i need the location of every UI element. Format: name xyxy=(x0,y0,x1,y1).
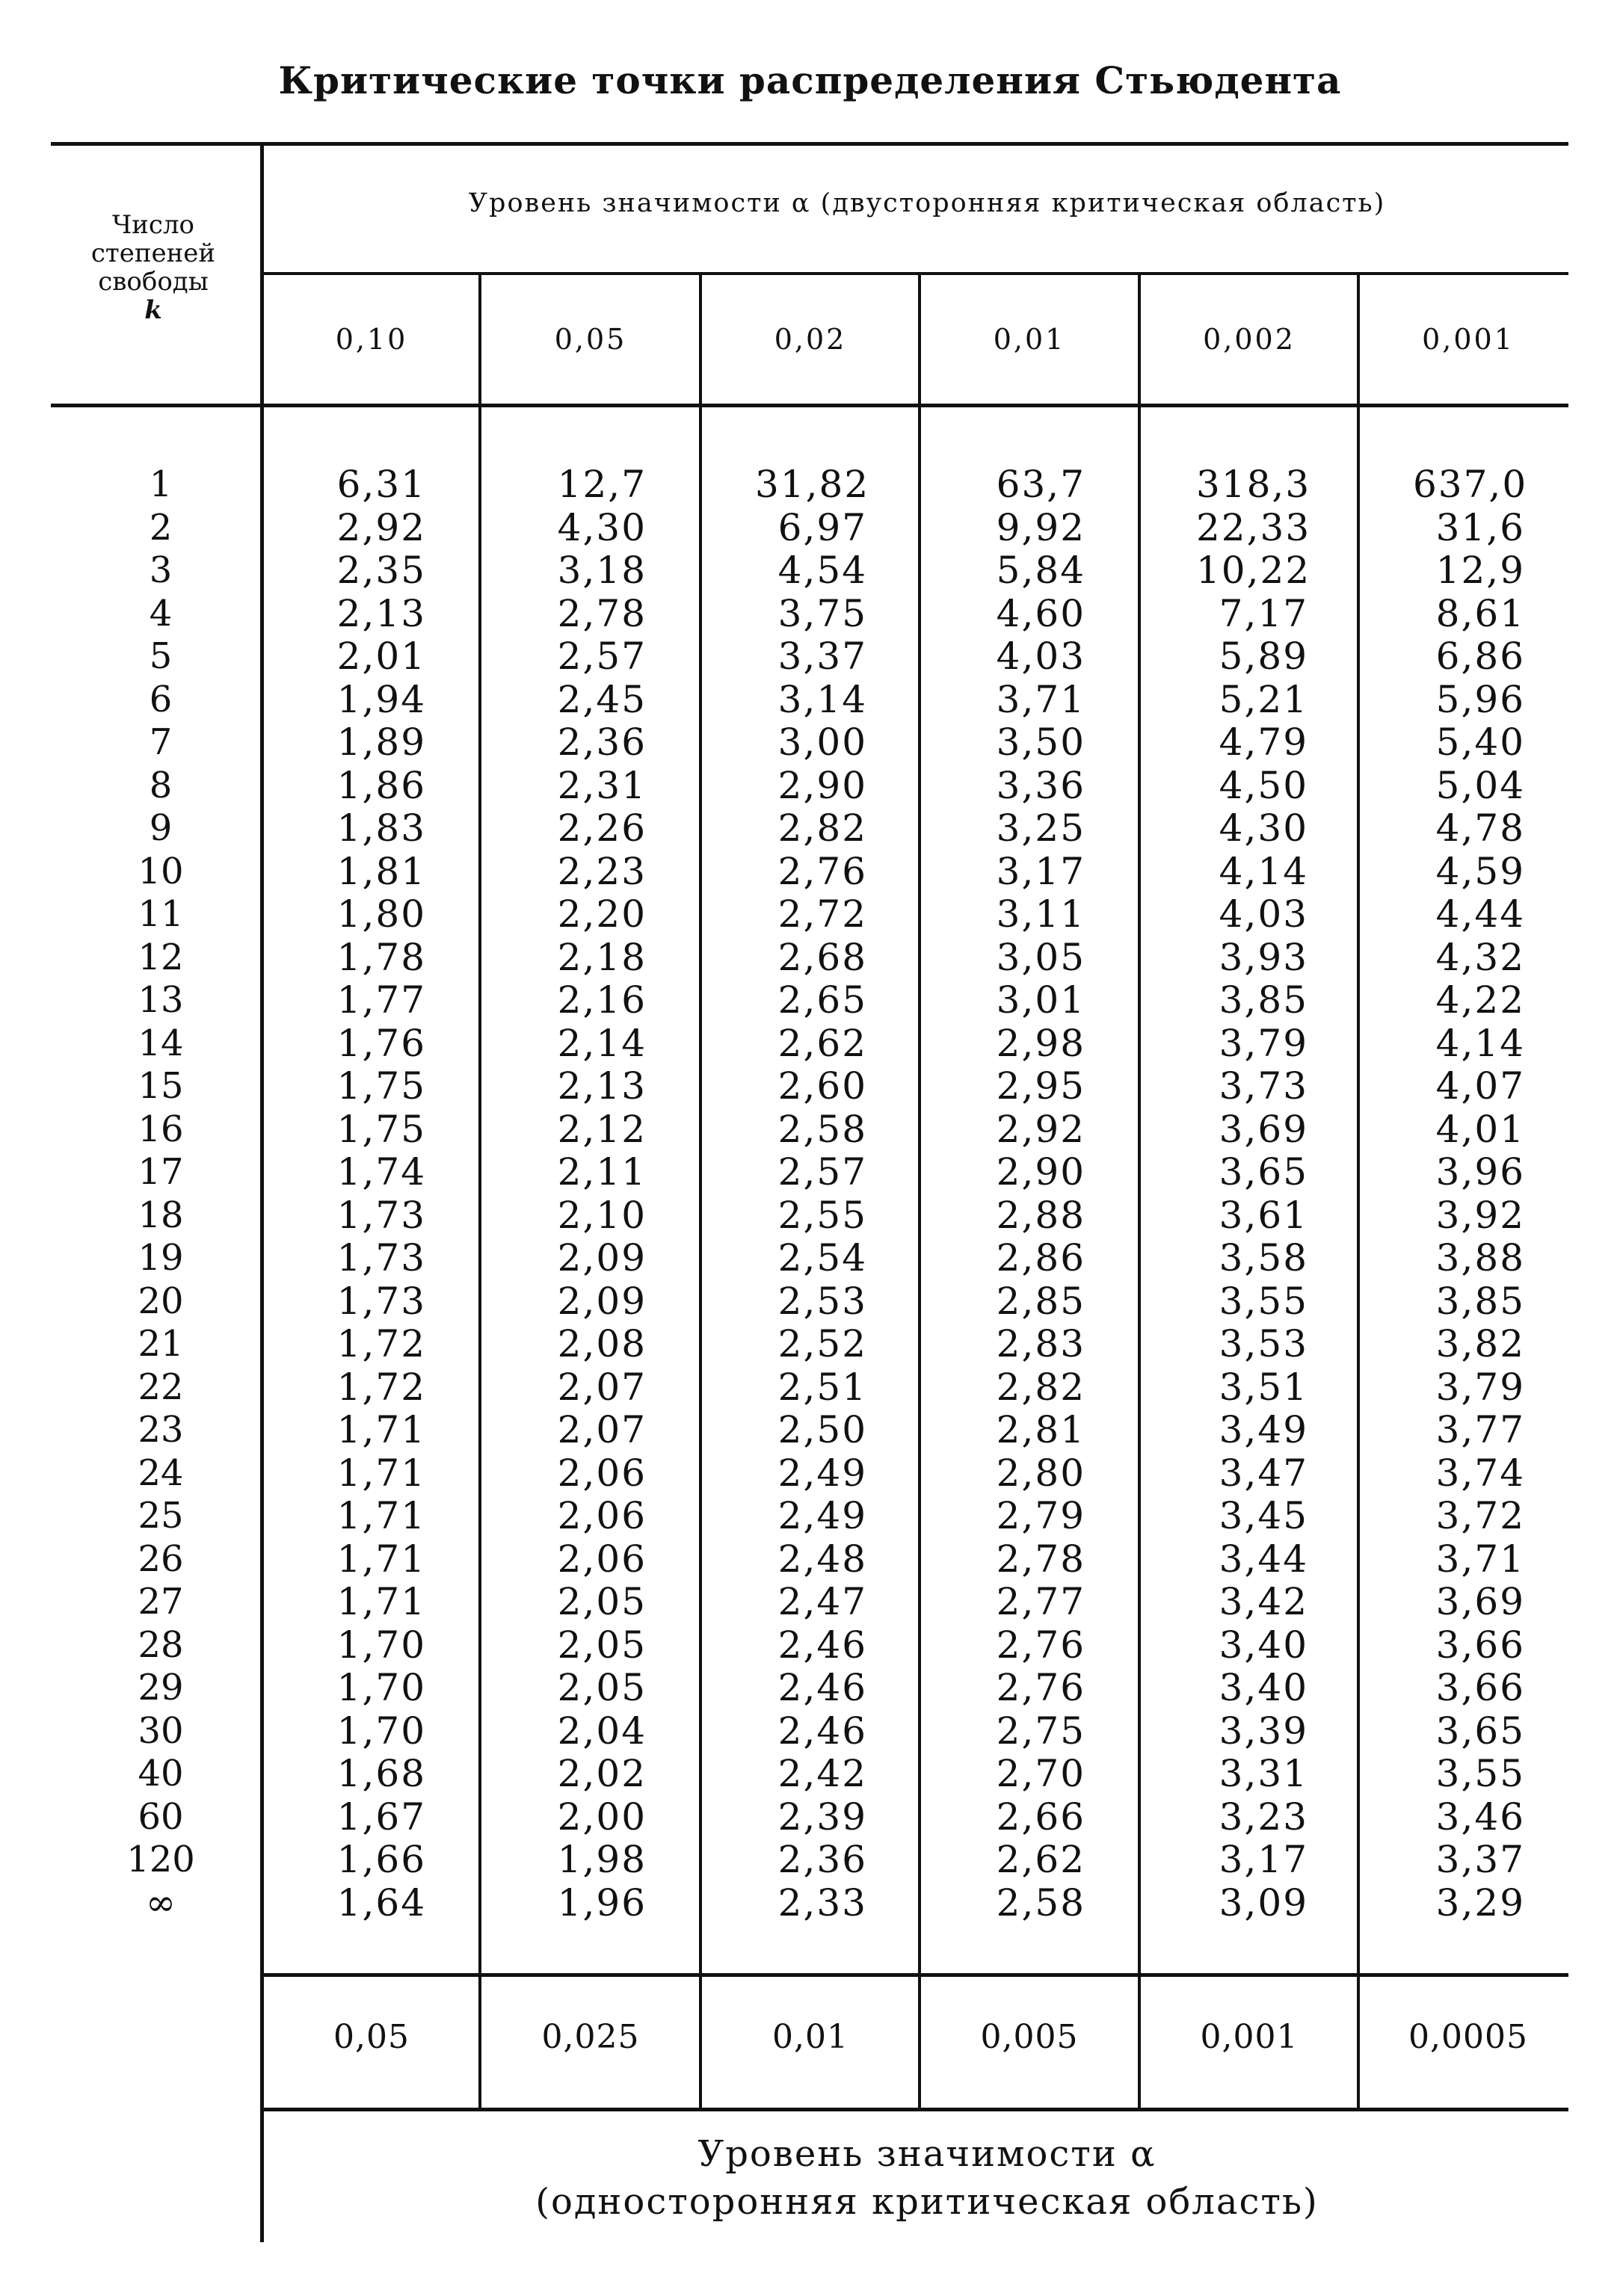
table-cell: 1,83 xyxy=(336,806,426,850)
table-cell: 4,22 xyxy=(1435,978,1525,1022)
table-cell: 1,77 xyxy=(336,978,426,1022)
table-cell: 2,75 xyxy=(996,1709,1085,1753)
table-cell: 2,07 xyxy=(557,1408,647,1451)
table-cell: 1,72 xyxy=(336,1365,426,1409)
table-cell: 2,77 xyxy=(996,1580,1085,1623)
table-cell: 2,31 xyxy=(557,763,647,807)
k-value: 22 xyxy=(138,1365,184,1408)
table-cell: 2,60 xyxy=(777,1064,867,1108)
table-cell: 2,13 xyxy=(557,1064,647,1108)
values-column-0-02 xyxy=(755,463,870,1925)
table-cell: 3,96 xyxy=(1435,1150,1525,1194)
table-cell: 1,81 xyxy=(336,849,426,893)
k-value: 16 xyxy=(138,1108,184,1150)
table-cell: 2,78 xyxy=(996,1537,1085,1581)
table-cell: 2,00 xyxy=(557,1794,647,1839)
table-cell: 3,71 xyxy=(1435,1537,1525,1581)
footer-mid-rule xyxy=(263,2108,1568,2111)
table-cell: 3,42 xyxy=(1219,1580,1308,1623)
k-value: ∞ xyxy=(146,1881,176,1924)
table-cell: 7,17 xyxy=(1219,591,1308,635)
one-sided-level: 0,01 xyxy=(772,2018,849,2056)
table-cell: 2,54 xyxy=(777,1236,867,1280)
table-cell: 1,98 xyxy=(557,1838,647,1881)
table-cell: 318,3 xyxy=(1196,463,1311,506)
table-cell: 3,88 xyxy=(1435,1236,1525,1280)
table-cell: 3,66 xyxy=(1435,1666,1525,1709)
table-cell: 8,61 xyxy=(1435,591,1525,635)
table-cell: 2,72 xyxy=(777,892,867,936)
one-sided-level: 0,001 xyxy=(1200,2018,1299,2056)
table-cell: 4,30 xyxy=(557,505,647,549)
k-value: 24 xyxy=(138,1451,184,1494)
values-column-0-001 xyxy=(1413,463,1528,1925)
table-cell: 3,92 xyxy=(1435,1193,1525,1237)
k-value: 15 xyxy=(138,1065,184,1107)
table-cell: 3,55 xyxy=(1219,1279,1308,1323)
table-cell: 2,65 xyxy=(777,978,867,1022)
k-value: 6 xyxy=(149,678,173,720)
k-value: 40 xyxy=(138,1753,184,1794)
table-cell: 1,73 xyxy=(336,1236,426,1280)
k-value: 28 xyxy=(138,1623,184,1666)
table-cell: 2,79 xyxy=(996,1494,1085,1537)
table-cell: 6,31 xyxy=(336,463,426,506)
table-cell: 12,9 xyxy=(1435,549,1525,592)
table-cell: 2,49 xyxy=(777,1451,867,1495)
table-cell: 3,66 xyxy=(1435,1623,1525,1667)
k-value: 29 xyxy=(138,1667,184,1709)
table-cell: 1,71 xyxy=(336,1580,426,1623)
table-cell: 3,00 xyxy=(777,720,867,764)
one-sided-caption-line: (односторонняя критическая область) xyxy=(535,2181,1319,2223)
table-cell: 2,47 xyxy=(777,1580,867,1623)
table-cell: 3,18 xyxy=(557,549,647,592)
table-cell: 4,78 xyxy=(1435,806,1525,850)
table-cell: 1,73 xyxy=(336,1193,426,1237)
table-cell: 1,70 xyxy=(336,1709,426,1753)
table-cell: 3,37 xyxy=(1435,1838,1525,1881)
values-column-0-10 xyxy=(314,463,426,1925)
table-cell: 5,89 xyxy=(1219,635,1308,678)
table-cell: 2,85 xyxy=(996,1279,1085,1323)
table-cell: 3,85 xyxy=(1219,978,1308,1022)
table-cell: 2,46 xyxy=(777,1623,867,1667)
table-cell: 2,14 xyxy=(557,1021,647,1065)
table-cell: 2,66 xyxy=(996,1794,1085,1839)
page-title: Критические точки распределения Стьюдента xyxy=(278,58,1342,102)
table-cell: 3,77 xyxy=(1435,1408,1525,1451)
table-cell: 3,79 xyxy=(1435,1365,1525,1409)
table-cell: 1,75 xyxy=(336,1064,426,1108)
table-cell: 3,25 xyxy=(996,806,1085,850)
table-cell: 5,40 xyxy=(1435,720,1525,764)
k-symbol: k xyxy=(144,295,162,325)
table-cell: 2,58 xyxy=(996,1880,1085,1925)
column-divider-5 xyxy=(1357,407,1360,1973)
table-cell: 3,61 xyxy=(1219,1193,1308,1237)
table-cell: 2,06 xyxy=(557,1537,647,1581)
table-cell: 3,17 xyxy=(1219,1838,1308,1881)
table-cell: 3,69 xyxy=(1219,1107,1308,1151)
k-value: 21 xyxy=(138,1323,184,1365)
table-cell: 5,04 xyxy=(1435,763,1525,807)
table-cell: 1,86 xyxy=(336,763,426,807)
table-cell: 3,93 xyxy=(1219,935,1308,979)
table-cell: 6,86 xyxy=(1435,635,1525,678)
table-cell: 2,62 xyxy=(996,1838,1085,1881)
table-cell: 2,09 xyxy=(557,1279,647,1323)
table-cell: 3,72 xyxy=(1435,1494,1525,1537)
table-cell: 4,01 xyxy=(1435,1107,1525,1151)
footer-top-rule xyxy=(263,1973,1568,1977)
table-cell: 1,80 xyxy=(336,892,426,936)
table-cell: 2,76 xyxy=(777,849,867,893)
table-cell: 4,60 xyxy=(996,591,1085,635)
table-cell: 6,97 xyxy=(777,505,867,549)
table-cell: 2,36 xyxy=(557,720,647,764)
table-cell: 2,02 xyxy=(557,1752,647,1795)
table-cell: 3,73 xyxy=(1219,1064,1308,1108)
k-value: 18 xyxy=(138,1194,184,1236)
table-cell: 2,53 xyxy=(777,1279,867,1323)
table-cell: 3,47 xyxy=(1219,1451,1308,1495)
table-cell: 2,09 xyxy=(557,1236,647,1280)
table-cell: 2,07 xyxy=(557,1365,647,1409)
table-cell: 3,79 xyxy=(1219,1021,1308,1065)
table-cell: 2,51 xyxy=(777,1365,867,1409)
table-cell: 3,74 xyxy=(1435,1451,1525,1495)
table-cell: 3,65 xyxy=(1219,1150,1308,1194)
two-sided-caption: Уровень значимости α (двусторонняя критическая область) xyxy=(468,188,1386,218)
one-sided-level: 0,0005 xyxy=(1408,2018,1528,2056)
table-cell: 2,82 xyxy=(996,1365,1085,1409)
k-value: 2 xyxy=(149,506,173,549)
table-cell: 1,71 xyxy=(336,1494,426,1537)
k-value: 60 xyxy=(138,1795,184,1838)
table-cell: 2,76 xyxy=(996,1623,1085,1667)
table-cell: 3,36 xyxy=(996,763,1085,807)
table-cell: 4,03 xyxy=(1219,892,1308,936)
table-cell: 3,46 xyxy=(1435,1794,1525,1839)
table-cell: 1,73 xyxy=(336,1279,426,1323)
k-header-line: степеней xyxy=(90,238,216,268)
table-cell: 2,10 xyxy=(557,1193,647,1237)
table-cell: 4,50 xyxy=(1219,763,1308,807)
table-cell: 1,74 xyxy=(336,1150,426,1194)
table-cell: 2,46 xyxy=(777,1709,867,1753)
table-cell: 9,92 xyxy=(996,505,1085,549)
table-cell: 3,65 xyxy=(1435,1709,1525,1753)
table-cell: 2,80 xyxy=(996,1451,1085,1495)
table-cell: 3,17 xyxy=(996,849,1085,893)
table-cell: 1,67 xyxy=(336,1794,426,1839)
table-cell: 1,71 xyxy=(336,1451,426,1495)
table-cell: 2,52 xyxy=(777,1322,867,1365)
table-cell: 2,05 xyxy=(557,1580,647,1623)
k-value: 8 xyxy=(149,764,173,806)
table-cell: 4,59 xyxy=(1435,849,1525,893)
table-cell: 1,89 xyxy=(336,720,426,764)
table-cell: 2,36 xyxy=(777,1838,867,1881)
table-cell: 2,98 xyxy=(996,1021,1085,1065)
k-value: 11 xyxy=(138,893,184,935)
table-cell: 2,35 xyxy=(336,549,426,592)
table-cell: 2,18 xyxy=(557,935,647,979)
table-cell: 2,06 xyxy=(557,1494,647,1537)
table-cell: 3,50 xyxy=(996,720,1085,764)
table-cell: 2,57 xyxy=(777,1150,867,1194)
table-cell: 2,06 xyxy=(557,1451,647,1495)
two-sided-level: 0,10 xyxy=(335,323,408,356)
two-sided-level: 0,002 xyxy=(1203,323,1296,356)
table-cell: 31,82 xyxy=(755,463,870,506)
table-cell: 2,92 xyxy=(336,505,426,549)
values-column-0-002 xyxy=(1196,463,1311,1925)
table-cell: 2,76 xyxy=(996,1666,1085,1709)
table-cell: 3,69 xyxy=(1435,1580,1525,1623)
table-cell: 2,68 xyxy=(777,935,867,979)
column-divider-1 xyxy=(478,407,481,1973)
table-cell: 2,62 xyxy=(777,1021,867,1065)
table-cell: 2,16 xyxy=(557,978,647,1022)
one-sided-level: 0,005 xyxy=(980,2018,1079,2056)
table-cell: 2,05 xyxy=(557,1666,647,1709)
table-cell: 4,03 xyxy=(996,635,1085,678)
table-cell: 3,55 xyxy=(1435,1752,1525,1795)
table-cell: 4,14 xyxy=(1219,849,1308,893)
table-cell: 4,30 xyxy=(1219,806,1308,850)
k-value: 4 xyxy=(149,592,173,635)
table-cell: 2,04 xyxy=(557,1709,647,1753)
table-cell: 2,92 xyxy=(996,1107,1085,1151)
table-cell: 5,84 xyxy=(996,549,1085,592)
table-cell: 3,51 xyxy=(1219,1365,1308,1409)
table-cell: 2,08 xyxy=(557,1322,647,1365)
values-column-0-01 xyxy=(973,463,1085,1925)
table-cell: 2,39 xyxy=(777,1794,867,1839)
table-cell: 2,83 xyxy=(996,1322,1085,1365)
table-cell: 1,76 xyxy=(336,1021,426,1065)
k-value: 3 xyxy=(149,549,173,591)
table-cell: 637,0 xyxy=(1413,463,1528,506)
header-bottom-rule xyxy=(51,404,1568,407)
k-value: 9 xyxy=(149,807,173,849)
table-cell: 2,86 xyxy=(996,1236,1085,1280)
one-sided-level: 0,05 xyxy=(333,2018,410,2056)
two-sided-level: 0,02 xyxy=(774,323,847,356)
table-cell: 3,05 xyxy=(996,935,1085,979)
table-cell: 1,96 xyxy=(557,1880,647,1925)
table-cell: 3,44 xyxy=(1219,1537,1308,1581)
k-value: 19 xyxy=(138,1237,184,1279)
table-cell: 2,46 xyxy=(777,1666,867,1709)
table-cell: 1,64 xyxy=(336,1880,426,1925)
k-value: 23 xyxy=(138,1409,184,1451)
table-cell: 1,71 xyxy=(336,1408,426,1451)
k-value: 27 xyxy=(138,1581,184,1623)
table-cell: 2,81 xyxy=(996,1408,1085,1451)
table-cell: 2,88 xyxy=(996,1193,1085,1237)
table-cell: 2,55 xyxy=(777,1193,867,1237)
k-value: 120 xyxy=(126,1839,195,1880)
values-column-0-05 xyxy=(535,463,647,1925)
one-sided-caption xyxy=(269,2130,1585,2226)
table-cell: 1,72 xyxy=(336,1322,426,1365)
column-divider-3 xyxy=(918,407,921,1973)
table-cell: 4,54 xyxy=(777,549,867,592)
degrees-of-freedom-header xyxy=(52,211,254,324)
table-cell: 4,07 xyxy=(1435,1064,1525,1108)
table-cell: 2,20 xyxy=(557,892,647,936)
table-cell: 3,40 xyxy=(1219,1623,1308,1667)
k-value: 1 xyxy=(149,463,173,505)
table-cell: 4,32 xyxy=(1435,935,1525,979)
k-value: 14 xyxy=(138,1022,184,1064)
table-cell: 31,6 xyxy=(1435,505,1525,549)
k-value: 12 xyxy=(138,936,184,978)
table-cell: 22,33 xyxy=(1196,505,1311,549)
table-cell: 5,21 xyxy=(1219,677,1308,721)
table-cell: 4,14 xyxy=(1435,1021,1525,1065)
table-cell: 63,7 xyxy=(996,463,1085,506)
table-cell: 3,23 xyxy=(1219,1794,1308,1839)
table-cell: 2,57 xyxy=(557,635,647,678)
table-cell: 2,90 xyxy=(777,763,867,807)
table-top-rule xyxy=(51,142,1568,146)
table-cell: 2,95 xyxy=(996,1064,1085,1108)
table-cell: 2,33 xyxy=(777,1880,867,1925)
table-cell: 3,71 xyxy=(996,677,1085,721)
two-sided-level: 0,05 xyxy=(554,323,627,356)
table-cell: 3,75 xyxy=(777,591,867,635)
table-cell: 10,22 xyxy=(1196,549,1311,592)
table-cell: 3,85 xyxy=(1435,1279,1525,1323)
k-value: 17 xyxy=(138,1151,184,1193)
k-header-line: Число xyxy=(111,210,195,240)
table-cell: 2,12 xyxy=(557,1107,647,1151)
header-divider xyxy=(263,272,1568,275)
table-cell: 2,78 xyxy=(557,591,647,635)
table-cell: 1,66 xyxy=(336,1838,426,1881)
table-cell: 3,53 xyxy=(1219,1322,1308,1365)
table-cell: 1,78 xyxy=(336,935,426,979)
table-cell: 1,71 xyxy=(336,1537,426,1581)
table-cell: 3,58 xyxy=(1219,1236,1308,1280)
table-cell: 3,01 xyxy=(996,978,1085,1022)
table-cell: 3,31 xyxy=(1219,1752,1308,1795)
table-cell: 2,70 xyxy=(996,1752,1085,1795)
k-value: 30 xyxy=(138,1709,184,1752)
table-cell: 1,70 xyxy=(336,1623,426,1667)
k-value: 7 xyxy=(149,721,173,763)
table-cell: 1,75 xyxy=(336,1107,426,1151)
table-cell: 2,45 xyxy=(557,677,647,721)
k-value: 5 xyxy=(149,635,173,677)
table-cell: 2,42 xyxy=(777,1752,867,1795)
two-sided-level: 0,01 xyxy=(993,323,1066,356)
table-cell: 2,82 xyxy=(777,806,867,850)
table-cell: 2,50 xyxy=(777,1408,867,1451)
table-cell: 2,49 xyxy=(777,1494,867,1537)
table-cell: 3,39 xyxy=(1219,1709,1308,1753)
table-cell: 2,26 xyxy=(557,806,647,850)
table-cell: 3,40 xyxy=(1219,1666,1308,1709)
table-cell: 3,49 xyxy=(1219,1408,1308,1451)
table-cell: 3,11 xyxy=(996,892,1085,936)
table-cell: 3,37 xyxy=(777,635,867,678)
table-cell: 3,45 xyxy=(1219,1494,1308,1537)
table-cell: 4,44 xyxy=(1435,892,1525,936)
table-cell: 2,11 xyxy=(557,1150,647,1194)
table-cell: 3,29 xyxy=(1435,1880,1525,1925)
table-cell: 2,58 xyxy=(777,1107,867,1151)
table-cell: 2,01 xyxy=(336,635,426,678)
one-sided-caption-line: Уровень значимости α xyxy=(697,2133,1157,2175)
table-cell: 2,05 xyxy=(557,1623,647,1667)
table-cell: 2,90 xyxy=(996,1150,1085,1194)
table-cell: 2,23 xyxy=(557,849,647,893)
table-cell: 2,13 xyxy=(336,591,426,635)
k-header-line: свободы xyxy=(98,267,209,297)
k-value: 26 xyxy=(138,1537,184,1580)
table-cell: 12,7 xyxy=(557,463,647,506)
table-cell: 1,94 xyxy=(336,677,426,721)
k-value: 20 xyxy=(138,1280,184,1322)
k-value: 25 xyxy=(138,1495,184,1537)
table-cell: 5,96 xyxy=(1435,677,1525,721)
table-cell: 1,68 xyxy=(336,1752,426,1795)
table-cell: 3,14 xyxy=(777,677,867,721)
k-values-column xyxy=(97,463,224,1925)
table-cell: 3,82 xyxy=(1435,1322,1525,1365)
k-value: 13 xyxy=(138,979,184,1021)
table-cell: 4,79 xyxy=(1219,720,1308,764)
table-cell: 2,48 xyxy=(777,1537,867,1581)
one-sided-level: 0,025 xyxy=(541,2018,640,2056)
column-divider-4 xyxy=(1138,407,1141,1973)
column-divider-2 xyxy=(699,407,702,1973)
k-column-divider xyxy=(260,142,264,2242)
table-cell: 1,70 xyxy=(336,1666,426,1709)
two-sided-level: 0,001 xyxy=(1422,323,1515,356)
k-value: 10 xyxy=(138,850,184,892)
table-cell: 3,09 xyxy=(1219,1880,1308,1925)
